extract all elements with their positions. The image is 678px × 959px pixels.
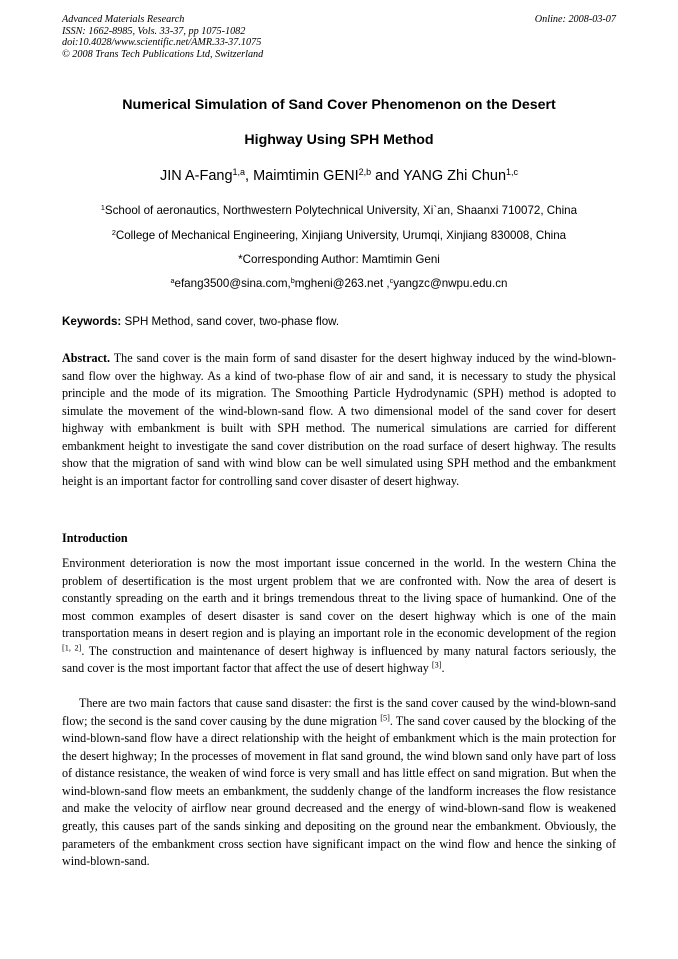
abstract-label: Abstract. <box>62 351 111 365</box>
author-list <box>40 165 638 187</box>
introduction-heading: Introduction <box>62 531 128 545</box>
affiliation-superscript: 2 <box>111 228 116 238</box>
email-address: efang3500@sina.com, <box>174 277 291 290</box>
intro-paragraph-1 <box>62 555 616 678</box>
author-superscript: 1,a <box>232 167 246 178</box>
affiliation-text: School of aeronautics, Northwestern Polytechnical University, Xi`an, Shaanxi 710072, China <box>104 204 578 217</box>
affiliation-1 <box>40 203 638 219</box>
keywords-label: Keywords: <box>62 315 122 328</box>
author-name: JIN A-Fang <box>159 168 233 184</box>
title-line-1: Numerical Simulation of Sand Cover Phenomenon on the Desert <box>122 97 556 113</box>
author-separator: , <box>245 168 254 184</box>
intro-paragraph-2 <box>62 695 616 871</box>
paragraph-text: . The construction and maintenance of desert highway is influenced by many natural factors seriously, the sand cover is the most important factor that affect the use of desert highway <box>62 643 616 676</box>
affiliation-superscript: 1 <box>100 203 105 213</box>
copyright-line: © 2008 Trans Tech Publications Ltd, Switzerland <box>62 48 264 60</box>
author-superscript: 1,c <box>506 167 519 178</box>
author-separator: and <box>371 168 404 184</box>
email-line <box>40 276 638 292</box>
affiliation-2 <box>40 228 638 244</box>
abstract <box>62 350 616 491</box>
issn-line: ISSN: 1662-8985, Vols. 33-37, pp 1075-1082 <box>62 25 246 37</box>
email-superscript: a <box>170 276 175 286</box>
paragraph-text: . The sand cover caused by the blocking of the wind-blown-sand flow have a direct relationship with the height of embankment which is the main protection for the desert highway; In the processes of movement in flat sand ground, the wind blown sand only have part of loss of distance resistance, the weaken of wind force is very small and has little effect on sand migration. But when the wind-blown-sand flow meets an embankment, the suddenly change of the landform increases the flow resistance and make the velocity of airflow near ground decreased and the energy of wind-blown-sand flow is weakened greatly, this causes part of the sands sinking and depositing on the ground near the embankment. Obviously, the parameters of the embankment cross section have significant impact on the wind flow and hence the sinking of wind-blown-sand. <box>62 713 616 869</box>
paragraph-text: There are two main factors that cause sand disaster: the first is the sand cover caused by the wind-blown-sand flow; the second is the sand cover causing by the dune migration <box>62 696 616 728</box>
email-address: mgheni@263.net , <box>294 277 390 290</box>
email-superscript: c <box>389 276 394 286</box>
citation: [1, 2] <box>62 643 82 653</box>
journal-name: Advanced Materials Research <box>62 14 185 25</box>
affiliation-text: College of Mechanical Engineering, Xinjiang University, Urumqi, Xinjiang 830008, China <box>115 229 567 242</box>
paragraph-text: . <box>441 661 445 676</box>
author-name: YANG Zhi Chun <box>403 168 507 184</box>
paragraph-text: Environment deterioration is now the most important issue concerned in the world. In the western China the problem of desertification is the most urgent problem that we are confronted with. Now the area of desert is constantly spreading on the earth and it brings tremendous threat to the living space of humankind. One of the most common examples of desert disaster is sand cover on the desert highway which is one of the main transportation means in desert region and is playing an important role in the economic development of the region <box>62 556 616 641</box>
author-name: Maimtimin GENI <box>253 168 359 184</box>
citation: [5] <box>380 713 390 723</box>
email-superscript: b <box>290 276 295 286</box>
title-line-2: Highway Using SPH Method <box>244 132 434 148</box>
abstract-text: The sand cover is the main form of sand disaster for the desert highway induced by the wind-blown-sand flow over the highway. As a kind of two-phase flow of air and sand, it is necessary to study the physical principle and the mode of its migration. The Smoothing Particle Hydrodynamic (SPH) method is adopted to simulate the movement of the wind-blown-sand flow. A two dimensional model of the sand cover for desert highway with embankment is built with SPH method. The numerical simulations are carried for different embankment height to investigate the sand cover distribution on the road surface of desert highway. The results show that the migration of sand with wind blow can be well simulated using SPH method and the embankment height is an important factor for controlling sand cover disaster of desert highway. <box>62 351 616 489</box>
doi-line: doi:10.4028/www.scientific.net/AMR.33-37.1075 <box>62 37 262 49</box>
email-address: yangzc@nwpu.edu.cn <box>393 277 508 290</box>
journal-header <box>62 14 616 60</box>
online-date: Online: 2008-03-07 <box>534 14 616 25</box>
author-superscript: 2,b <box>358 167 372 178</box>
paper-title <box>40 88 638 158</box>
keywords-text: SPH Method, sand cover, two-phase flow. <box>121 315 340 328</box>
corresponding-author: *Corresponding Author: Mamtimin Geni <box>238 253 440 266</box>
keywords <box>62 314 616 330</box>
citation: [3] <box>431 660 442 670</box>
